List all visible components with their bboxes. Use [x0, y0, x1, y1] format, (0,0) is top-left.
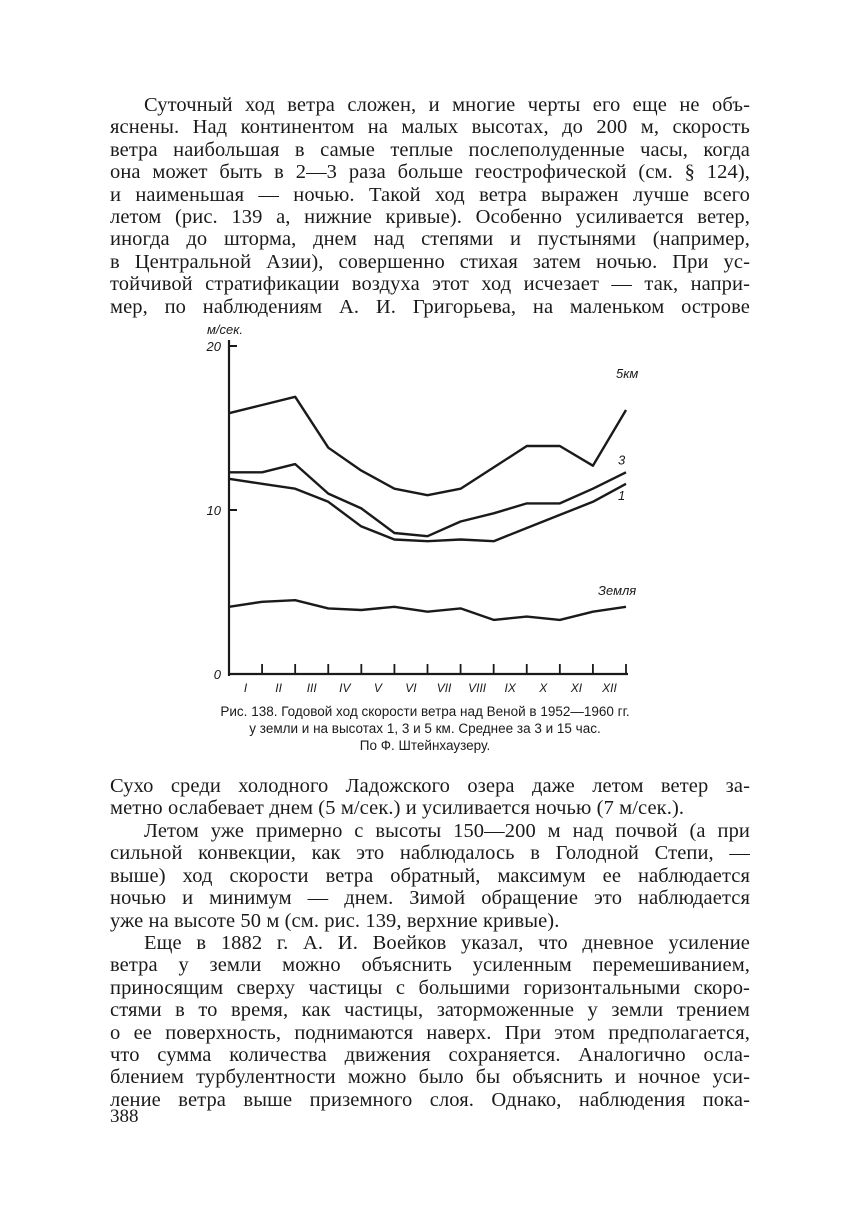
paragraph-letom: [110, 820, 750, 932]
text-line: Сухо среди холодного Ладожского озера даже летом ветер за-: [110, 775, 750, 797]
series-label: Земля: [598, 582, 637, 598]
text-line: и наименьшая — ночью. Такой ход ветра выражен лучше всего: [110, 183, 750, 206]
x-tick-label: II: [275, 681, 282, 695]
series-line-0: [229, 397, 626, 495]
x-tick-label: IX: [504, 681, 516, 695]
text-line: сильной конвекции, как это наблюдалось в Голодной Степи, —: [110, 842, 750, 865]
text-line: ветра у земли можно объяснить усиленным перемешиванием,: [110, 954, 750, 977]
series-line-3: [229, 600, 626, 620]
text-line: что сумма количества движения сохраняется. Аналогично осла-: [110, 1043, 750, 1066]
caption-line: По Ф. Штейнхаузеру.: [359, 738, 491, 753]
text-line: иногда до шторма, днем над степями и пустынями (например,: [110, 228, 750, 251]
text-line: выше) ход скорости ветра обратный, максимум ее наблюдается: [110, 864, 750, 887]
text-line: ветра наибольшая в самые теплые послеполуденные часы, когда: [110, 138, 750, 161]
y-tick-label: 20: [206, 339, 221, 354]
text-line: блением турбулентности можно было бы объяснить и ночное уси-: [110, 1066, 750, 1089]
x-tick-label: VIII: [468, 681, 487, 695]
y-tick-label: 0: [213, 667, 221, 682]
x-tick-label: VII: [436, 681, 452, 695]
x-tick-label: XI: [570, 681, 583, 695]
series-line-2: [229, 479, 626, 541]
figure-wind-speed-chart: [150, 318, 690, 704]
page-number: 388: [110, 1106, 139, 1127]
text-line: стями в то время, как частицы, заторможенные у земли трением: [110, 999, 750, 1022]
y-tick-label: 10: [206, 503, 221, 518]
text-line: о ее поверхность, поднимаются наверх. При этом предполагается,: [110, 1021, 750, 1044]
text-line: уже на высоте 50 м (см. рис. 139, верхние кривые).: [110, 909, 560, 932]
text-line: яснены. Над континентом на малых высотах, до 200 м, скорость: [110, 116, 750, 139]
x-tick-label: I: [243, 681, 248, 695]
caption-line: Рис. 138. Годовой ход скорости ветра над Веной в 1952—1960 гг.: [220, 704, 630, 719]
x-tick-label: V: [373, 681, 382, 695]
text-line: ночью и минимум — днем. Зимой обращение это наблюдается: [110, 887, 750, 910]
text-line: Еще в 1882 г. А. И. Воейков указал, что дневное усиление: [144, 932, 750, 954]
text-line: тойчивой стратификации воздуха этот ход исчезает — так, напри-: [110, 273, 750, 296]
wind-speed-line-chart: [150, 318, 690, 704]
text-line: она может быть в 2—3 раза больше геострофической (см. § 124),: [110, 161, 750, 184]
text-line: метно ослабевает днем (5 м/сек.) и усиливается ночью (7 м/сек.).: [110, 797, 685, 820]
figure-caption: [150, 703, 700, 754]
x-tick-label: IV: [339, 681, 351, 695]
series-label: 5км: [616, 365, 639, 381]
x-tick-label: XII: [602, 681, 617, 695]
series-label: 1: [618, 487, 626, 503]
text-line: Суточный ход ветра сложен, и многие черты его еще не объ-: [144, 94, 750, 116]
x-tick-label: X: [539, 681, 548, 695]
paragraph-voeikov: [110, 932, 750, 1111]
text-line: в Центральной Азии), совершенно стихая затем ночью. При ус-: [110, 250, 750, 273]
series-label: 3: [618, 452, 626, 468]
text-line: приносящим сверху частицы с большими горизонтальными скоро-: [110, 976, 750, 999]
text-line: ление ветра выше приземного слоя. Однако, наблюдения пока-: [110, 1088, 750, 1111]
paragraph-ladoga: [110, 775, 750, 820]
series-line-1: [229, 464, 626, 536]
text-line: летом (рис. 139 а, нижние кривые). Особенно усиливается ветер,: [110, 205, 750, 228]
x-tick-label: III: [306, 681, 317, 695]
text-line: мер, по наблюдениям А. И. Григорьева, на маленьком острове: [110, 295, 750, 318]
x-tick-label: VI: [405, 681, 417, 695]
paragraph-suточный-ход: [110, 94, 750, 318]
y-axis-label: м/сек.: [207, 322, 244, 337]
caption-line: у земли и на высотах 1, 3 и 5 км. Среднее за 3 и 15 час.: [249, 721, 601, 736]
text-line: Летом уже примерно с высоты 150—200 м над почвой (а при: [144, 820, 750, 842]
